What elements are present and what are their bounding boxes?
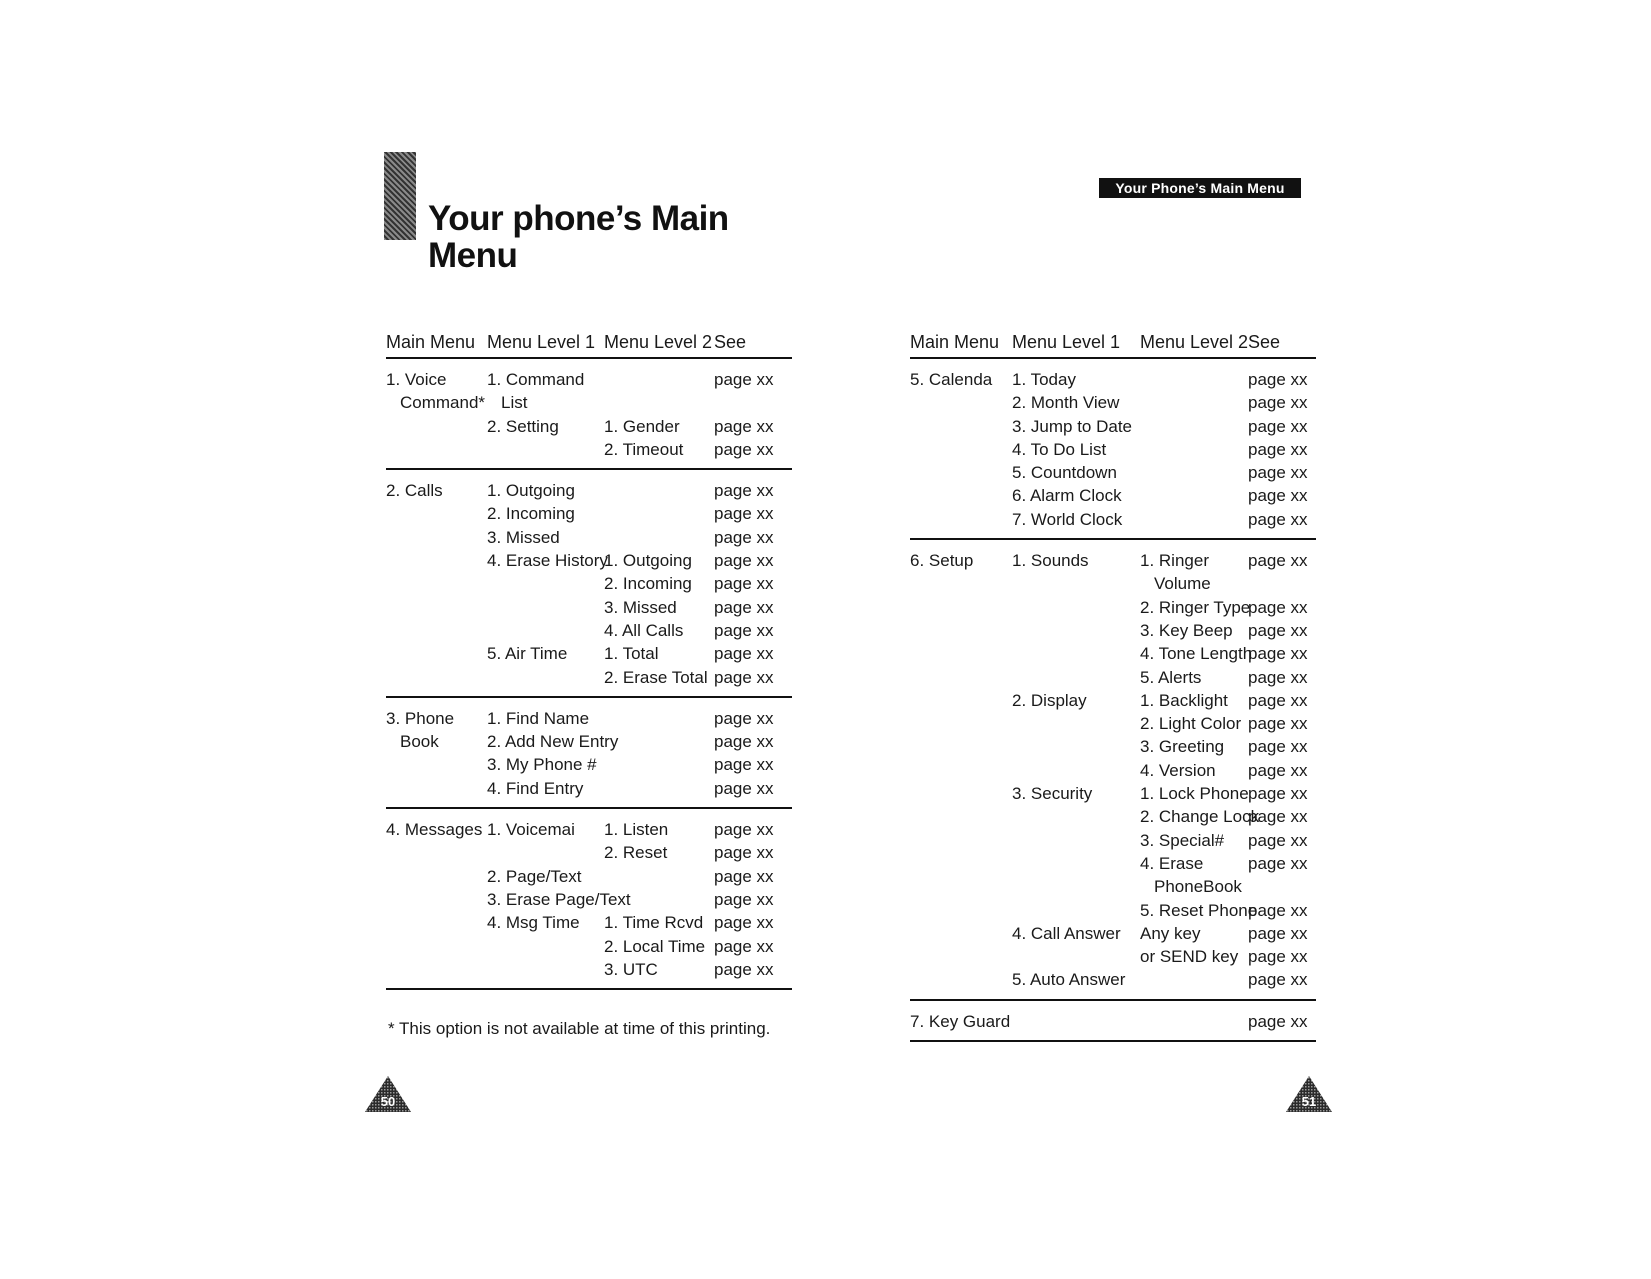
level1-cell <box>1012 735 1140 758</box>
see-cell: page xx <box>1248 393 1308 413</box>
table-row <box>386 549 792 572</box>
see-cell: page xx <box>714 843 774 863</box>
level1-cell: 4. Call Answer <box>1012 923 1121 943</box>
level2-cell <box>604 502 714 525</box>
level2-cell: 2. Reset <box>604 843 668 863</box>
see-cell: page xx <box>1248 551 1308 571</box>
main-menu-cell <box>910 666 1012 689</box>
page-number-left <box>363 1074 413 1114</box>
see-cell: page xx <box>714 755 774 775</box>
see-cell: page xx <box>1248 439 1308 459</box>
page-title-line1: Your phone’s Main <box>428 199 729 238</box>
table-row <box>910 642 1316 665</box>
level1-cell <box>487 438 604 469</box>
level2-cell <box>604 697 714 730</box>
level1-cell: 1. Find Name <box>487 708 590 728</box>
level2-cell: 5. Alerts <box>1140 667 1202 687</box>
level1-cell: 5. Countdown <box>1012 463 1117 483</box>
main-menu-cell <box>910 735 1012 758</box>
level1-cell <box>487 841 604 864</box>
level1-cell: 1. Sounds <box>1012 551 1089 571</box>
main-menu-cell: 6. Setup <box>910 551 974 571</box>
level2-cell <box>1140 358 1248 391</box>
see-cell: page xx <box>1248 760 1308 780</box>
level2-cell <box>1140 968 1248 999</box>
level1-cell: 3. Security <box>1012 784 1093 804</box>
table-row <box>386 935 792 958</box>
level1-cell <box>1012 572 1140 595</box>
see-cell: page xx <box>1248 644 1308 664</box>
see-cell: page xx <box>1248 968 1316 999</box>
table-row <box>910 829 1316 852</box>
table-row <box>910 759 1316 782</box>
page-title <box>428 200 729 274</box>
table-row <box>910 968 1316 999</box>
table-row <box>386 841 792 864</box>
table-row <box>910 484 1316 507</box>
see-cell: page xx <box>714 777 792 808</box>
main-menu-cell <box>910 712 1012 735</box>
see-cell: page xx <box>1248 900 1308 920</box>
level1-cell <box>1012 666 1140 689</box>
main-menu-cell <box>910 875 1012 898</box>
see-cell: page xx <box>714 666 792 697</box>
main-menu-cell <box>910 572 1012 595</box>
main-menu-cell <box>910 805 1012 828</box>
level1-cell: 1. Voicemai <box>487 820 575 840</box>
main-menu-cell <box>386 841 487 864</box>
level1-cell: 4. Find Entry <box>487 777 604 808</box>
level1-cell <box>487 619 604 642</box>
main-menu-cell <box>386 666 487 697</box>
level1-cell <box>1012 945 1140 968</box>
main-menu-cell <box>910 438 1012 461</box>
level1-cell: 5. Air Time <box>487 644 568 664</box>
main-menu-cell <box>910 968 1012 999</box>
table-row <box>386 666 792 697</box>
table-row <box>386 469 792 502</box>
see-cell: page xx <box>1248 463 1308 483</box>
level2-cell: 3. Key Beep <box>1140 620 1233 640</box>
level1-cell: 4. Msg Time <box>487 913 580 933</box>
see-cell: page xx <box>714 708 774 728</box>
see-cell: page xx <box>714 958 792 989</box>
see-cell: page xx <box>1248 737 1308 757</box>
table-row <box>910 391 1316 414</box>
level1-cell: 3. Erase Page/Text <box>487 889 631 909</box>
main-menu-cell <box>910 596 1012 619</box>
level1-cell <box>487 958 604 989</box>
main-menu-cell <box>910 899 1012 922</box>
see-cell: page xx <box>1248 923 1308 943</box>
level1-cell: 7. World Clock <box>1012 508 1140 539</box>
main-menu-cell <box>386 415 487 438</box>
level1-cell: 2. Add New Entry <box>487 732 619 752</box>
level1-cell: 1. Command <box>487 370 585 389</box>
level2-cell: 2. Incoming <box>604 574 692 594</box>
main-menu-cell <box>910 484 1012 507</box>
main-menu-cell <box>910 415 1012 438</box>
main-menu-cell <box>910 829 1012 852</box>
level2-cell: 1. Lock Phone <box>1140 784 1249 804</box>
see-cell <box>1248 875 1316 898</box>
level2-cell <box>604 730 714 753</box>
main-menu-cell <box>386 958 487 989</box>
footnote: * This option is not available at time of this printing. <box>388 1019 771 1038</box>
level2-cell <box>604 777 714 808</box>
see-cell: page xx <box>1248 830 1308 850</box>
table-row <box>910 689 1316 712</box>
main-menu-cell <box>386 642 487 665</box>
see-cell: page xx <box>714 936 774 956</box>
level1-cell <box>1012 805 1140 828</box>
table-header-row <box>910 323 1316 358</box>
level1-cell: 3. My Phone # <box>487 755 597 775</box>
level2-cell: 2. Erase Total <box>604 666 714 697</box>
running-header: Your Phone’s Main Menu <box>1099 178 1301 198</box>
level1-cell <box>1012 759 1140 782</box>
table-row <box>386 730 792 753</box>
main-menu-cell <box>386 888 487 911</box>
level2-cell: or SEND key <box>1140 947 1239 967</box>
see-cell: page xx <box>714 370 774 389</box>
level2-cell <box>604 391 714 414</box>
table-row <box>910 735 1316 758</box>
table-row <box>386 888 792 911</box>
see-cell: page xx <box>1248 714 1308 734</box>
level2-cell: 4. Tone Length <box>1140 644 1253 664</box>
see-cell: page xx <box>1248 1000 1316 1041</box>
col-header-menu-level-2: Menu Level 2 <box>1140 323 1248 358</box>
main-menu-cell: 1. Voice <box>386 370 447 389</box>
level2-cell: 5. Reset Phone <box>1140 900 1258 920</box>
level2-cell: 1. Time Rcvd <box>604 913 704 933</box>
level2-cell <box>1140 415 1248 438</box>
level1-cell <box>487 935 604 958</box>
level1-cell <box>1012 619 1140 642</box>
menu-table-right <box>910 323 1316 1042</box>
see-cell: page xx <box>1248 416 1308 436</box>
see-cell <box>1248 572 1316 595</box>
main-menu-cell <box>386 549 487 572</box>
page-number-text: 50 <box>380 1094 396 1109</box>
level1-cell: 6. Alarm Clock <box>1012 486 1122 506</box>
see-cell: page xx <box>1248 667 1308 687</box>
table-row <box>386 642 792 665</box>
level1-cell <box>1012 852 1140 875</box>
see-cell: page xx <box>1248 370 1308 389</box>
table-row <box>910 852 1316 875</box>
level2-cell <box>1140 484 1248 507</box>
level2-cell: 1. Total <box>604 644 659 664</box>
title-marker-bar <box>384 152 416 240</box>
table-row <box>386 526 792 549</box>
see-cell: page xx <box>714 732 774 752</box>
see-cell: page xx <box>714 620 774 640</box>
level1-cell: 4. To Do List <box>1012 439 1107 459</box>
see-cell: page xx <box>1248 620 1308 640</box>
main-menu-cell <box>910 945 1012 968</box>
table-row <box>910 875 1316 898</box>
level1-cell <box>1012 712 1140 735</box>
level2-cell: 4. Erase <box>1140 853 1204 873</box>
main-menu-cell <box>386 619 487 642</box>
table-row <box>910 1000 1316 1041</box>
table-row <box>910 596 1316 619</box>
main-menu-cell <box>910 852 1012 875</box>
level1-cell: 3. Jump to Date <box>1012 416 1133 436</box>
level2-cell: 3. Greeting <box>1140 737 1225 757</box>
main-menu-cell <box>386 777 487 808</box>
main-menu-cell <box>910 642 1012 665</box>
level2-cell <box>1140 508 1248 539</box>
level2-cell: 1. Ringer <box>1140 551 1209 571</box>
table-row <box>386 415 792 438</box>
table-row <box>910 782 1316 805</box>
see-cell <box>714 391 792 414</box>
see-cell: page xx <box>714 820 774 840</box>
level2-cell: Any key <box>1140 923 1201 943</box>
see-cell: page xx <box>1248 784 1308 804</box>
main-menu-cell: 2. Calls <box>386 481 443 501</box>
level1-cell <box>487 666 604 697</box>
main-menu-cell <box>386 502 487 525</box>
see-cell: page xx <box>714 889 774 909</box>
level1-cell: 2. Setting <box>487 416 559 436</box>
table-row <box>386 596 792 619</box>
level2-cell: PhoneBook <box>1154 877 1242 897</box>
col-header-menu-level-1: Menu Level 1 <box>1012 323 1140 358</box>
level2-cell: 1. Listen <box>604 820 669 840</box>
page-number-right <box>1284 1074 1334 1114</box>
table-row <box>386 777 792 808</box>
see-cell: page xx <box>714 416 774 436</box>
see-cell: page xx <box>1248 508 1316 539</box>
see-cell: page xx <box>714 597 774 617</box>
col-header-main-menu: Main Menu <box>910 323 1012 358</box>
table-row <box>386 865 792 888</box>
level2-cell: Volume <box>1154 574 1211 594</box>
main-menu-cell <box>386 572 487 595</box>
level1-cell <box>1012 899 1140 922</box>
table-row <box>910 461 1316 484</box>
table-row <box>386 808 792 841</box>
level1-cell: 4. Erase History <box>487 551 608 571</box>
main-menu-cell <box>910 759 1012 782</box>
level1-cell: 2. Display <box>1012 690 1087 710</box>
level2-cell <box>1140 461 1248 484</box>
level2-cell <box>604 753 714 776</box>
level1-cell: List <box>501 393 528 413</box>
main-menu-cell <box>910 619 1012 642</box>
col-header-see: See <box>1248 323 1316 358</box>
table-row <box>910 922 1316 945</box>
level2-cell <box>1140 438 1248 461</box>
col-header-see: See <box>714 323 792 358</box>
table-header-row <box>386 323 792 358</box>
table-row <box>386 358 792 391</box>
main-menu-cell <box>910 508 1012 539</box>
table-row <box>386 753 792 776</box>
level1-cell: 3. Missed <box>487 527 560 547</box>
level2-cell <box>604 469 714 502</box>
main-menu-cell <box>386 596 487 619</box>
main-menu-cell <box>386 865 487 888</box>
level2-cell: 1. Gender <box>604 416 680 436</box>
see-cell: page xx <box>714 574 774 594</box>
table-row <box>910 805 1316 828</box>
main-menu-cell <box>386 911 487 934</box>
level2-cell: 4. All Calls <box>604 620 684 640</box>
table-row <box>910 415 1316 438</box>
table-row <box>910 899 1316 922</box>
see-cell: page xx <box>714 504 774 524</box>
see-cell: page xx <box>1248 597 1308 617</box>
level1-cell <box>1012 642 1140 665</box>
level1-cell: 1. Today <box>1012 370 1076 389</box>
level2-cell: 2. Light Color <box>1140 714 1242 734</box>
main-menu-cell: 7. Key Guard <box>910 1000 1140 1041</box>
see-cell: page xx <box>1248 807 1308 827</box>
level2-cell <box>1140 391 1248 414</box>
see-cell: page xx <box>714 866 774 886</box>
level2-cell <box>604 358 714 391</box>
main-menu-cell: Book <box>400 732 439 752</box>
see-cell: page xx <box>714 551 774 571</box>
menu-table-left <box>386 323 792 990</box>
main-menu-cell <box>910 461 1012 484</box>
level1-cell: 2. Month View <box>1012 393 1120 413</box>
main-menu-cell <box>910 689 1012 712</box>
table-row <box>910 712 1316 735</box>
table-row <box>910 619 1316 642</box>
level2-cell: 2. Ringer Type <box>1140 597 1251 617</box>
see-cell: page xx <box>1248 690 1308 710</box>
main-menu-cell: 4. Messages <box>386 820 483 840</box>
level2-cell: 3. Missed <box>604 597 677 617</box>
level1-cell <box>487 596 604 619</box>
main-menu-cell <box>386 526 487 549</box>
table-row <box>910 358 1316 391</box>
main-menu-cell <box>910 782 1012 805</box>
table-row <box>386 438 792 469</box>
table-row <box>910 572 1316 595</box>
see-cell: page xx <box>714 527 774 547</box>
see-cell: page xx <box>714 913 774 933</box>
level2-cell: 3. UTC <box>604 958 714 989</box>
col-header-menu-level-2: Menu Level 2 <box>604 323 714 358</box>
table-row <box>386 572 792 595</box>
table-row <box>910 666 1316 689</box>
level2-cell: 3. Special# <box>1140 830 1225 850</box>
level2-cell: 2. Local Time <box>604 936 706 956</box>
level2-cell <box>1140 1000 1248 1041</box>
main-menu-cell <box>910 922 1012 945</box>
see-cell: page xx <box>714 644 774 664</box>
main-menu-cell <box>910 391 1012 414</box>
table-row <box>386 391 792 414</box>
table-row <box>910 438 1316 461</box>
level1-cell <box>487 572 604 595</box>
level1-cell: 5. Auto Answer <box>1012 968 1140 999</box>
main-menu-cell: 5. Calenda <box>910 370 993 389</box>
level1-cell <box>1012 875 1140 898</box>
table-row <box>910 945 1316 968</box>
level1-cell: 2. Page/Text <box>487 866 582 886</box>
table-row <box>386 697 792 730</box>
level2-cell: 2. Change Lock <box>1140 807 1260 827</box>
main-menu-cell: Command* <box>400 393 486 413</box>
level2-cell <box>604 865 714 888</box>
level2-cell: 4. Version <box>1140 760 1216 780</box>
table-row <box>386 619 792 642</box>
main-menu-cell <box>386 935 487 958</box>
level2-cell <box>604 526 714 549</box>
level1-cell <box>1012 829 1140 852</box>
col-header-menu-level-1: Menu Level 1 <box>487 323 604 358</box>
see-cell: page xx <box>714 438 792 469</box>
table-row <box>386 958 792 989</box>
level1-cell: 1. Outgoing <box>487 481 575 501</box>
level1-cell <box>1012 596 1140 619</box>
level1-cell: 2. Incoming <box>487 504 575 524</box>
page-number-text: 51 <box>1301 1094 1317 1109</box>
table-row <box>386 502 792 525</box>
see-cell: page xx <box>1248 947 1308 967</box>
level2-cell: 1. Backlight <box>1140 690 1228 710</box>
level2-cell: 2. Timeout <box>604 438 714 469</box>
see-cell: page xx <box>714 481 774 501</box>
table-row <box>386 911 792 934</box>
col-header-main-menu: Main Menu <box>386 323 487 358</box>
table-row <box>910 539 1316 572</box>
table-row <box>910 508 1316 539</box>
see-cell: page xx <box>1248 486 1308 506</box>
level2-cell: 1. Outgoing <box>604 551 692 571</box>
main-menu-cell <box>386 438 487 469</box>
main-menu-cell <box>386 753 487 776</box>
main-menu-cell: 3. Phone <box>386 708 455 728</box>
see-cell: page xx <box>1248 853 1308 873</box>
page-title-line2: Menu <box>428 236 518 275</box>
